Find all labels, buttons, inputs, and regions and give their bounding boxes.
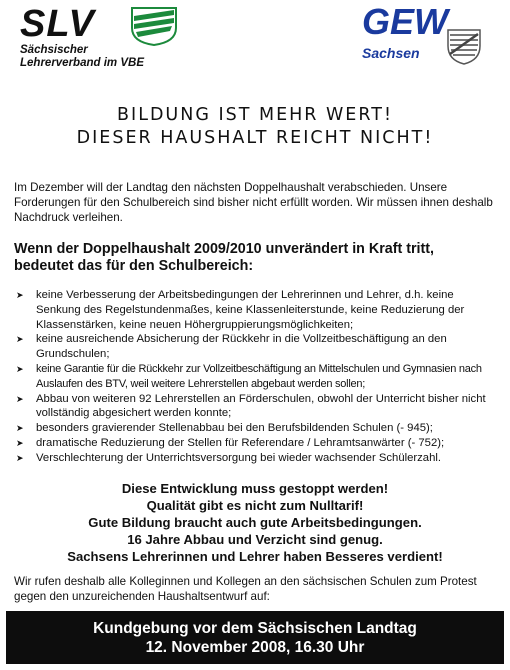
subheading: Wenn der Doppelhaushalt 2009/2010 unverändert in Kraft tritt, bedeutet das für den Schulbereich: (14, 241, 435, 274)
list-item: ➤ keine Garantie für die Rückkehr zur Vollzeitbeschäftigung an Mittelschulen und Gymnasien nach Auslaufen des BTV, weil weitere Lehrerstellen abgebaut werden sollen; (16, 362, 482, 390)
slv-logo-line2: Lehrerverband im VBE (20, 57, 144, 69)
event-banner-title: Kundgebung vor dem Sächsischen Landtag (93, 620, 417, 637)
event-banner (6, 611, 504, 664)
arrow-bullet-icon: ➤ (16, 363, 24, 374)
headline-line2: DIESER HAUSHALT REICHT NICHT! (76, 128, 434, 148)
slv-logo (20, 4, 220, 74)
arrow-bullet-icon: ➤ (16, 437, 24, 448)
appeal-block (0, 480, 510, 565)
arrow-bullet-icon: ➤ (16, 452, 24, 463)
gew-logo-name: GEW (362, 1, 448, 42)
closing-paragraph: Wir rufen deshalb alle Kolleginnen und Kollegen an den sächsischen Schulen zum Protest gegen den unzureichenden Haushaltsentwurf auf: (14, 575, 477, 603)
appeal-line: Gute Bildung braucht auch gute Arbeitsbedingungen. (88, 515, 422, 530)
list-item: ➤ besonders gravierender Stellenabbau bei den Berufsbildenden Schulen (- 945); (16, 422, 433, 435)
arrow-bullet-icon: ➤ (16, 334, 24, 345)
appeal-line: 16 Jahre Abbau und Verzicht sind genug. (127, 532, 383, 547)
appeal-line: Sachsens Lehrerinnen und Lehrer haben Besseres verdient! (67, 549, 443, 564)
headline (0, 104, 510, 150)
appeal-line: Qualität gibt es nicht zum Nulltarif! (146, 498, 364, 513)
saxony-shield-icon (444, 26, 484, 66)
list-item: ➤ Verschlechterung der Unterrichtsversorgung bei wieder wachsender Schülerzahl. (16, 451, 442, 464)
list-item: ➤ dramatische Reduzierung der Stellen für Referendare / Lehramtsanwärter (- 752); (16, 436, 445, 449)
arrow-bullet-icon: ➤ (16, 423, 24, 434)
headline-line1: BILDUNG IST MEHR WERT! (117, 105, 393, 125)
event-banner-date: 12. November 2008, 16.30 Uhr (145, 639, 365, 656)
gew-logo-sub: Sachsen (362, 45, 420, 61)
appeal-line: Diese Entwicklung muss gestoppt werden! (121, 481, 389, 496)
gew-logo (362, 2, 492, 72)
list-item: ➤ keine Verbesserung der Arbeitsbedingungen der Lehrerinnen und Lehrer, d.h. keine Senkung des Regelstundenmaßes, keine Klassenleiterstunde, keine Reduzierung der Klassenstärken, keine neuen Höhergruppierungsmöglichkeiten; (16, 289, 465, 331)
intro-paragraph: Im Dezember will der Landtag den nächsten Doppelhaushalt verabschieden. Unsere Forderungen für den Schulbereich sind bisher nicht erfüllt worden. Wir müssen ihnen deshalb Nachdruck verleihen. (14, 181, 493, 224)
list-item: ➤ keine ausreichende Absicherung der Rückkehr in die Vollzeitbeschäftigung an den Grundschulen; (16, 333, 447, 361)
consequences-list (14, 288, 498, 466)
slv-logo-name: SLV (20, 3, 95, 45)
list-item: ➤ Abbau von weiteren 92 Lehrerstellen an Förderschulen, obwohl der Unterricht bisher nicht vollständig abgesichert werden konnte; (16, 392, 486, 420)
slv-logo-line1: Sächsischer (20, 44, 88, 56)
arrow-bullet-icon: ➤ (16, 393, 24, 404)
slv-shield-icon (124, 6, 184, 46)
arrow-bullet-icon: ➤ (16, 290, 24, 300)
